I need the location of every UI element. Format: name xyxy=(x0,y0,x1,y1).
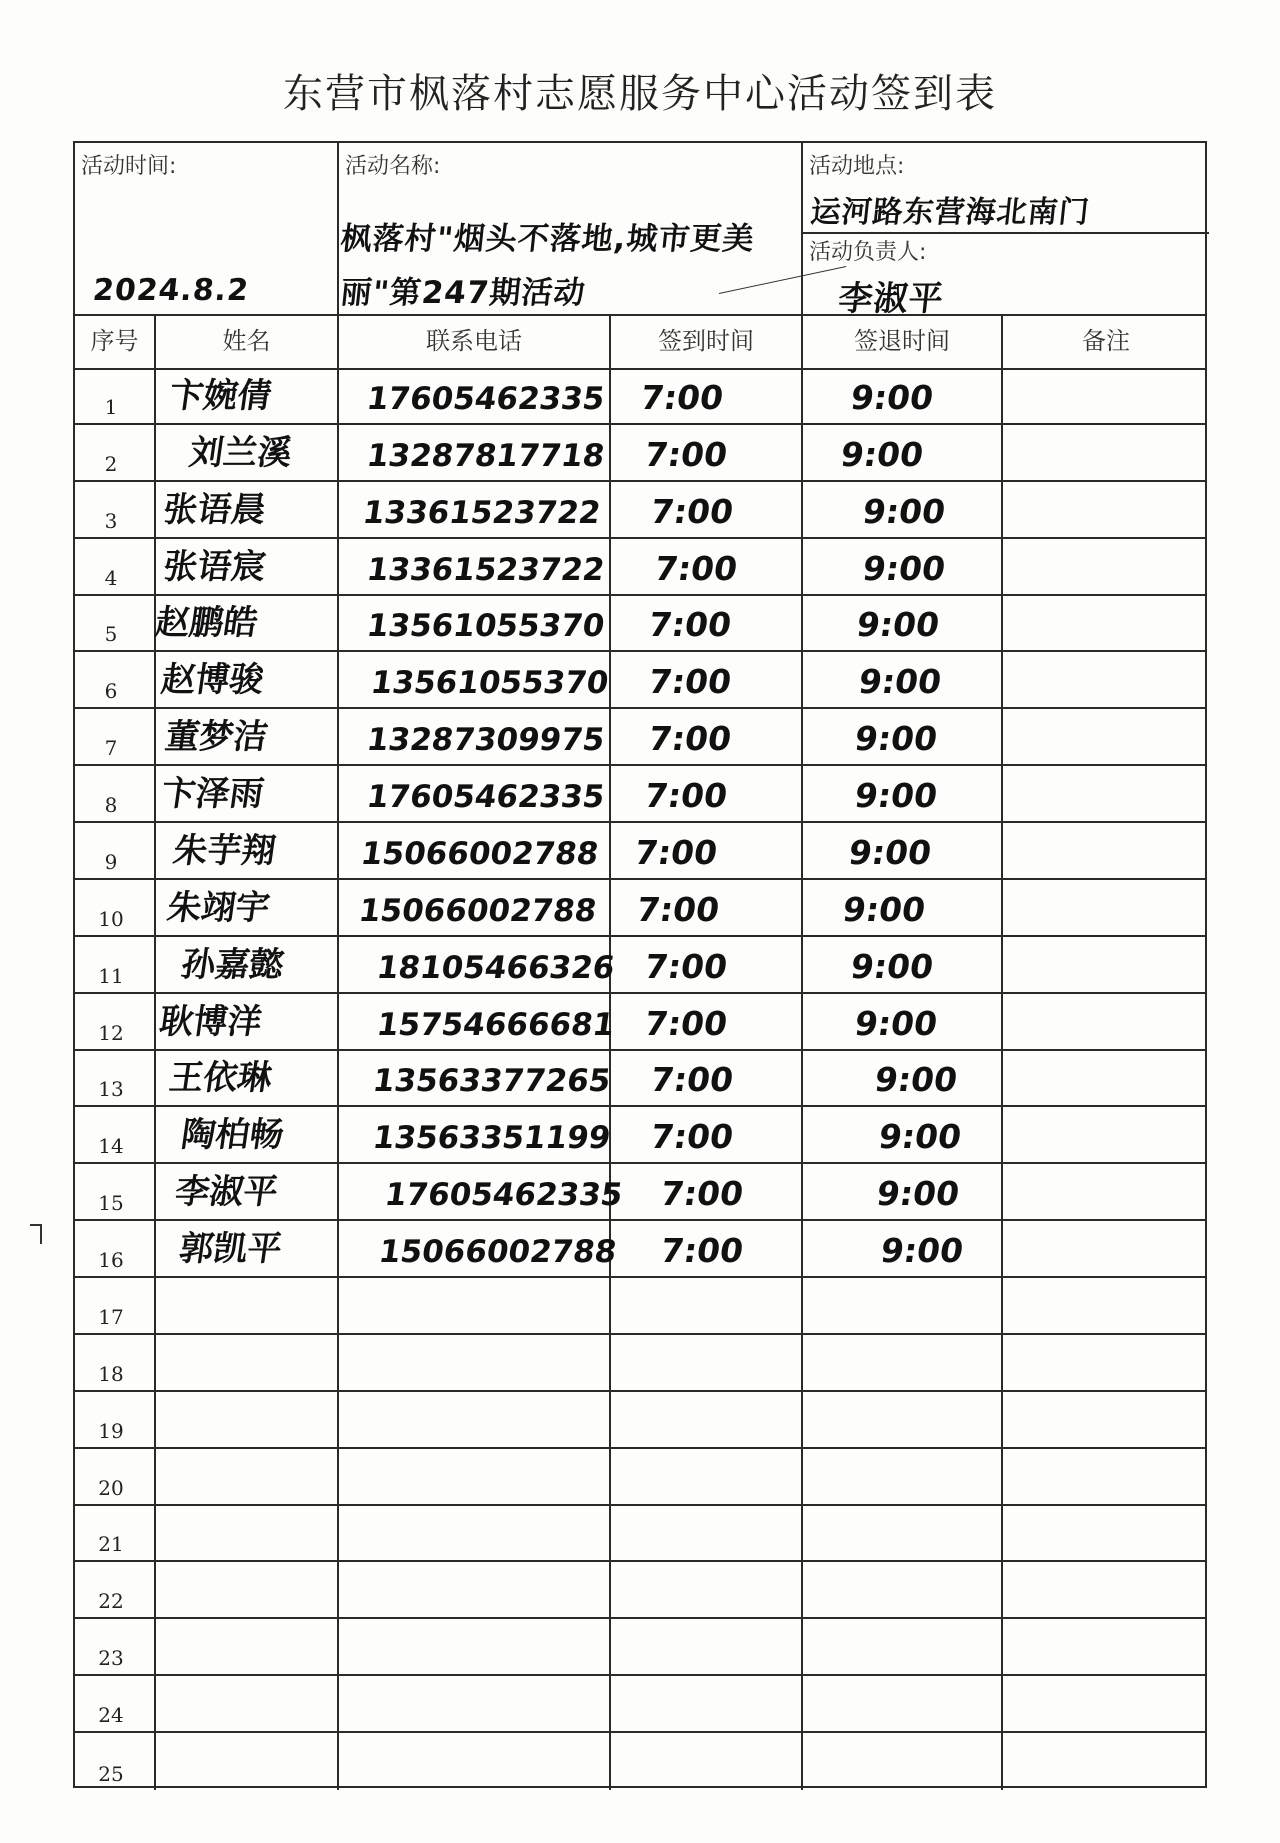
cell-no xyxy=(75,1051,156,1106)
handwritten-sign-in: 7:00 xyxy=(634,889,722,929)
cell-phone xyxy=(339,539,611,594)
row-number: 17 xyxy=(98,1304,124,1329)
cell-phone xyxy=(339,596,611,651)
handwritten-sign-in: 7:00 xyxy=(658,1174,746,1214)
page-title: 东营市枫落村志愿服务中心活动签到表 xyxy=(283,71,997,117)
col-header-name: 姓名 xyxy=(156,314,339,368)
cell-remark xyxy=(1003,1164,1209,1219)
cell-phone xyxy=(339,1562,611,1617)
cell-no xyxy=(75,1449,156,1504)
handwritten-sign-out: 9:00 xyxy=(878,1231,966,1271)
cell-sign-out xyxy=(803,1562,1003,1617)
handwritten-sign-out: 9:00 xyxy=(852,719,940,759)
handwritten-phone: 13563377265 xyxy=(370,1063,613,1100)
cell-sign-out xyxy=(803,425,1003,480)
cell-phone xyxy=(339,1221,619,1276)
cell-name xyxy=(156,766,339,821)
row-number: 10 xyxy=(98,906,124,931)
cell-no xyxy=(75,425,156,480)
handwritten-sign-in: 7:00 xyxy=(646,719,734,759)
cell-name xyxy=(156,1107,339,1162)
handwritten-sign-out: 9:00 xyxy=(874,1174,962,1214)
col-header-no: 序号 xyxy=(75,314,156,368)
cell-no xyxy=(75,937,156,992)
handwritten-sign-out: 9:00 xyxy=(856,662,944,702)
cell-name xyxy=(156,1051,339,1106)
cell-sign-out xyxy=(803,1221,1003,1276)
cell-sign-out xyxy=(803,539,1003,594)
handwritten-phone: 15754666681 xyxy=(374,1006,617,1043)
cell-no xyxy=(75,482,156,537)
handwritten-name: 赵博骏 xyxy=(158,660,267,701)
handwritten-sign-out: 9:00 xyxy=(854,605,942,645)
handwritten-sign-out: 9:00 xyxy=(872,1060,960,1100)
table-row xyxy=(75,1733,1205,1790)
cell-phone xyxy=(339,1278,611,1333)
table-row xyxy=(75,823,1205,880)
table-row xyxy=(75,482,1205,539)
cell-name xyxy=(156,1733,339,1790)
cell-name xyxy=(156,1506,339,1561)
cell-no xyxy=(75,368,156,423)
cell-sign-in xyxy=(611,1278,803,1333)
cell-no xyxy=(75,709,156,764)
handwritten-sign-in: 7:00 xyxy=(642,1003,730,1043)
cell-sign-in xyxy=(611,1107,803,1162)
cell-no xyxy=(75,539,156,594)
activity-leader-label: 活动负责人: xyxy=(809,240,927,265)
cell-name xyxy=(156,994,339,1049)
cell-name xyxy=(156,1164,339,1219)
cell-phone xyxy=(339,1619,611,1674)
handwritten-name: 卞婉倩 xyxy=(166,375,275,416)
row-number: 18 xyxy=(98,1361,124,1386)
handwritten-name: 朱芋翔 xyxy=(170,830,279,871)
activity-location-leader-cell xyxy=(803,143,1209,319)
cell-phone xyxy=(339,1051,611,1106)
cell-phone xyxy=(339,425,611,480)
table-row xyxy=(75,709,1205,766)
cell-name xyxy=(156,539,339,594)
cell-no xyxy=(75,596,156,651)
cell-sign-in xyxy=(611,482,803,537)
col-header-remark: 备注 xyxy=(1082,327,1130,355)
cell-no xyxy=(75,1278,156,1333)
handwritten-name: 朱翊宇 xyxy=(164,887,273,928)
cell-phone xyxy=(339,1107,611,1162)
cell-sign-in xyxy=(611,1733,803,1790)
table-row xyxy=(75,596,1205,653)
cell-name xyxy=(156,1221,339,1276)
handwritten-phone: 17605462335 xyxy=(382,1177,625,1214)
cell-phone xyxy=(339,937,617,992)
cell-name xyxy=(156,709,339,764)
cell-no xyxy=(75,823,156,878)
cell-sign-out xyxy=(803,880,1003,935)
row-number: 16 xyxy=(98,1248,124,1273)
cell-remark xyxy=(1003,1733,1209,1790)
cell-sign-in xyxy=(611,1392,803,1447)
table-row xyxy=(75,1164,1205,1221)
handwritten-name: 李淑平 xyxy=(172,1172,281,1213)
cell-sign-out xyxy=(803,1676,1003,1731)
cell-remark xyxy=(1003,1051,1209,1106)
cell-name xyxy=(156,823,339,878)
cell-no xyxy=(75,1221,156,1276)
cell-sign-out xyxy=(803,368,1003,423)
row-number: 7 xyxy=(104,736,118,761)
cell-sign-in xyxy=(611,1506,803,1561)
handwritten-phone: 13561055370 xyxy=(368,665,611,702)
cell-sign-in xyxy=(611,994,803,1049)
table-row xyxy=(75,1619,1205,1676)
handwritten-sign-out: 9:00 xyxy=(838,434,926,474)
cell-sign-in xyxy=(611,709,803,764)
table-row xyxy=(75,425,1205,482)
cell-remark xyxy=(1003,1619,1209,1674)
cell-sign-out xyxy=(803,1278,1003,1333)
cell-no xyxy=(75,1676,156,1731)
row-number: 24 xyxy=(98,1703,124,1728)
row-number: 21 xyxy=(98,1532,124,1557)
cell-phone xyxy=(339,1392,611,1447)
row-number: 9 xyxy=(104,849,118,874)
cell-remark xyxy=(1003,1562,1209,1617)
cell-sign-out xyxy=(803,1506,1003,1561)
cell-phone xyxy=(339,1506,611,1561)
handwritten-sign-out: 9:00 xyxy=(840,889,928,929)
col-header-phone: 联系电话 xyxy=(339,314,611,368)
location-divider xyxy=(803,232,1209,234)
cell-name xyxy=(156,1676,339,1731)
table-row xyxy=(75,1221,1205,1278)
cell-phone xyxy=(339,1335,611,1390)
cell-no xyxy=(75,1335,156,1390)
row-number: 20 xyxy=(98,1475,124,1500)
cell-no xyxy=(75,652,156,707)
handwritten-sign-in: 7:00 xyxy=(642,776,730,816)
handwritten-sign-out: 9:00 xyxy=(860,491,948,531)
handwritten-sign-in: 7:00 xyxy=(648,491,736,531)
activity-name-cell xyxy=(339,143,803,314)
cell-no xyxy=(75,1392,156,1447)
cell-name xyxy=(156,1278,339,1333)
table-row xyxy=(75,1562,1205,1619)
cell-sign-in xyxy=(611,1449,803,1504)
row-number: 1 xyxy=(104,394,118,419)
sign-in-sheet xyxy=(73,141,1207,1788)
cell-remark xyxy=(1003,539,1209,594)
cell-sign-in xyxy=(611,1051,803,1106)
cell-sign-in xyxy=(611,539,803,594)
cell-remark xyxy=(1003,823,1209,878)
cell-phone xyxy=(339,652,611,707)
col-header-sign-in: 签到时间 xyxy=(611,314,803,368)
column-header-row xyxy=(75,314,1205,370)
table-row xyxy=(75,1449,1205,1506)
cell-no xyxy=(75,1619,156,1674)
cell-sign-out xyxy=(803,1051,1003,1106)
cell-name xyxy=(156,1335,339,1390)
handwritten-phone: 13361523722 xyxy=(360,494,603,531)
cell-remark xyxy=(1003,1392,1209,1447)
cell-phone xyxy=(339,1676,611,1731)
cell-no xyxy=(75,1562,156,1617)
cell-sign-out xyxy=(803,1335,1003,1390)
cell-sign-in xyxy=(611,1335,803,1390)
cell-phone xyxy=(339,1164,625,1219)
handwritten-name: 孙嘉懿 xyxy=(178,944,287,985)
cell-sign-out xyxy=(803,823,1003,878)
activity-name-value-line1: 枫落村"烟头不落地,城市更美 xyxy=(338,221,757,257)
handwritten-sign-in: 7:00 xyxy=(658,1231,746,1271)
handwritten-name: 刘兰溪 xyxy=(186,432,295,473)
cell-sign-in xyxy=(611,1676,803,1731)
cell-sign-in xyxy=(611,368,803,423)
cell-phone xyxy=(339,880,611,935)
activity-location-label: 活动地点: xyxy=(809,154,905,179)
row-number: 15 xyxy=(98,1191,124,1216)
cell-sign-out xyxy=(803,937,1003,992)
cell-remark xyxy=(1003,709,1209,764)
row-number: 8 xyxy=(104,793,118,818)
handwritten-name: 董梦洁 xyxy=(162,717,271,758)
cell-name xyxy=(156,937,339,992)
handwritten-sign-in: 7:00 xyxy=(652,548,740,588)
row-number: 13 xyxy=(98,1077,124,1102)
cell-remark xyxy=(1003,596,1209,651)
handwritten-sign-out: 9:00 xyxy=(848,377,936,417)
handwritten-sign-out: 9:00 xyxy=(846,832,934,872)
handwritten-sign-in: 7:00 xyxy=(648,1060,736,1100)
handwritten-phone: 13287309975 xyxy=(364,722,607,759)
cell-remark xyxy=(1003,1449,1209,1504)
cell-no xyxy=(75,1164,156,1219)
stray-pen-mark xyxy=(30,1224,42,1244)
activity-leader-value: 李淑平 xyxy=(836,279,946,319)
cell-sign-in xyxy=(611,823,803,878)
cell-name xyxy=(152,596,339,651)
row-number: 14 xyxy=(98,1134,124,1159)
cell-sign-out xyxy=(803,596,1003,651)
cell-phone xyxy=(339,482,611,537)
activity-time-cell xyxy=(75,143,339,314)
row-number: 2 xyxy=(104,451,118,476)
handwritten-phone: 13287817718 xyxy=(364,437,607,474)
table-row xyxy=(75,1107,1205,1164)
cell-remark xyxy=(1003,652,1209,707)
cell-name xyxy=(156,1619,339,1674)
cell-no xyxy=(75,1506,156,1561)
cell-remark xyxy=(1003,425,1209,480)
cell-sign-in xyxy=(611,766,803,821)
handwritten-phone: 13563351199 xyxy=(370,1120,613,1157)
cell-sign-in xyxy=(611,1221,803,1276)
cell-phone xyxy=(339,1733,611,1790)
cell-remark xyxy=(1003,482,1209,537)
cell-remark xyxy=(1003,880,1209,935)
cell-phone xyxy=(339,994,617,1049)
row-number: 3 xyxy=(104,508,118,533)
row-number: 23 xyxy=(98,1646,124,1671)
handwritten-sign-out: 9:00 xyxy=(852,1003,940,1043)
cell-phone xyxy=(339,766,611,821)
handwritten-phone: 15066002788 xyxy=(376,1234,619,1271)
activity-location-value: 运河路东营海北南门 xyxy=(808,195,1092,230)
cell-remark xyxy=(1003,1221,1209,1276)
cell-no xyxy=(75,766,156,821)
table-row xyxy=(75,1278,1205,1335)
handwritten-phone: 17605462335 xyxy=(364,380,607,417)
table-row xyxy=(75,1335,1205,1392)
activity-name-value-line2: 丽"第247期活动 xyxy=(338,275,588,311)
cell-name xyxy=(156,880,339,935)
cell-sign-out xyxy=(803,766,1003,821)
cell-sign-in xyxy=(611,1562,803,1617)
handwritten-phone: 15066002788 xyxy=(356,892,599,929)
cell-remark xyxy=(1003,1107,1209,1162)
row-number: 5 xyxy=(104,622,118,647)
handwritten-phone: 17605462335 xyxy=(364,779,607,816)
cell-sign-out xyxy=(803,482,1003,537)
activity-info-block xyxy=(75,143,1205,319)
cell-no xyxy=(75,994,156,1049)
cell-remark xyxy=(1003,994,1209,1049)
cell-sign-out xyxy=(803,1107,1003,1162)
handwritten-sign-in: 7:00 xyxy=(642,946,730,986)
cell-phone xyxy=(339,1449,611,1504)
handwritten-sign-out: 9:00 xyxy=(876,1117,964,1157)
cell-sign-in xyxy=(611,425,803,480)
cell-name xyxy=(156,1392,339,1447)
handwritten-name: 张语晨 xyxy=(160,489,269,530)
cell-sign-out xyxy=(803,1449,1003,1504)
handwritten-name: 郭凯平 xyxy=(176,1229,285,1270)
table-row xyxy=(75,880,1205,937)
table-row xyxy=(75,1392,1205,1449)
cell-remark xyxy=(1003,766,1209,821)
handwritten-name: 王依琳 xyxy=(166,1058,275,1099)
table-row xyxy=(75,1506,1205,1563)
handwritten-sign-in: 7:00 xyxy=(632,832,720,872)
cell-sign-in xyxy=(611,937,803,992)
handwritten-name: 耿博洋 xyxy=(156,1001,265,1042)
col-header-sign-out: 签退时间 xyxy=(803,314,1003,368)
cell-remark xyxy=(1003,1506,1209,1561)
cell-no xyxy=(75,1733,156,1790)
row-number: 25 xyxy=(98,1761,124,1786)
table-row xyxy=(75,368,1205,425)
cell-phone xyxy=(339,709,611,764)
handwritten-sign-in: 7:00 xyxy=(648,1117,736,1157)
handwritten-sign-out: 9:00 xyxy=(852,776,940,816)
row-number: 22 xyxy=(98,1589,124,1614)
handwritten-phone: 13361523722 xyxy=(364,551,607,588)
cell-remark xyxy=(1003,1676,1209,1731)
handwritten-sign-in: 7:00 xyxy=(638,377,726,417)
cell-sign-out xyxy=(803,1392,1003,1447)
table-row xyxy=(75,766,1205,823)
table-row xyxy=(75,1676,1205,1733)
cell-name xyxy=(156,1449,339,1504)
cell-name xyxy=(156,425,339,480)
cell-remark xyxy=(1003,368,1209,423)
cell-sign-out xyxy=(803,709,1003,764)
handwritten-name: 张语宸 xyxy=(160,546,269,587)
table-row xyxy=(75,1051,1205,1108)
row-number: 19 xyxy=(98,1418,124,1443)
cell-sign-in xyxy=(611,1164,803,1219)
handwritten-sign-in: 7:00 xyxy=(642,434,730,474)
activity-time-label: 活动时间: xyxy=(81,154,177,179)
handwritten-sign-in: 7:00 xyxy=(646,605,734,645)
row-number: 6 xyxy=(104,679,118,704)
cell-no xyxy=(75,880,156,935)
cell-sign-in xyxy=(611,596,803,651)
handwritten-name: 赵鹏皓 xyxy=(152,603,261,644)
cell-phone xyxy=(339,823,611,878)
table-row xyxy=(75,937,1205,994)
cell-name xyxy=(156,482,339,537)
cell-sign-in xyxy=(611,1619,803,1674)
row-number: 4 xyxy=(104,565,118,590)
cell-name xyxy=(156,652,339,707)
cell-name xyxy=(156,1562,339,1617)
table-row xyxy=(75,994,1205,1051)
handwritten-sign-out: 9:00 xyxy=(860,548,948,588)
handwritten-name: 陶柏畅 xyxy=(178,1115,287,1156)
handwritten-sign-in: 7:00 xyxy=(646,662,734,702)
table-row xyxy=(75,652,1205,709)
cell-remark xyxy=(1003,1278,1209,1333)
cell-remark xyxy=(1003,937,1209,992)
cell-name xyxy=(156,368,339,423)
cell-sign-in xyxy=(611,880,803,935)
cell-remark xyxy=(1003,1335,1209,1390)
row-number: 12 xyxy=(98,1020,124,1045)
cell-no xyxy=(75,1107,156,1162)
cell-sign-in xyxy=(611,652,803,707)
cell-sign-out xyxy=(803,1164,1003,1219)
handwritten-phone: 18105466326 xyxy=(374,949,617,986)
handwritten-name: 卞泽雨 xyxy=(158,774,267,815)
cell-phone xyxy=(339,368,611,423)
cell-sign-out xyxy=(803,1619,1003,1674)
cell-sign-out xyxy=(803,994,1003,1049)
cell-sign-out xyxy=(803,652,1003,707)
activity-name-label: 活动名称: xyxy=(345,154,441,179)
cell-sign-out xyxy=(803,1733,1003,1790)
activity-time-value: 2024.8.2 xyxy=(91,273,251,308)
handwritten-sign-out: 9:00 xyxy=(848,946,936,986)
handwritten-phone: 13561055370 xyxy=(364,608,607,645)
row-number: 11 xyxy=(98,963,124,988)
table-row xyxy=(75,539,1205,596)
handwritten-phone: 15066002788 xyxy=(358,835,601,872)
